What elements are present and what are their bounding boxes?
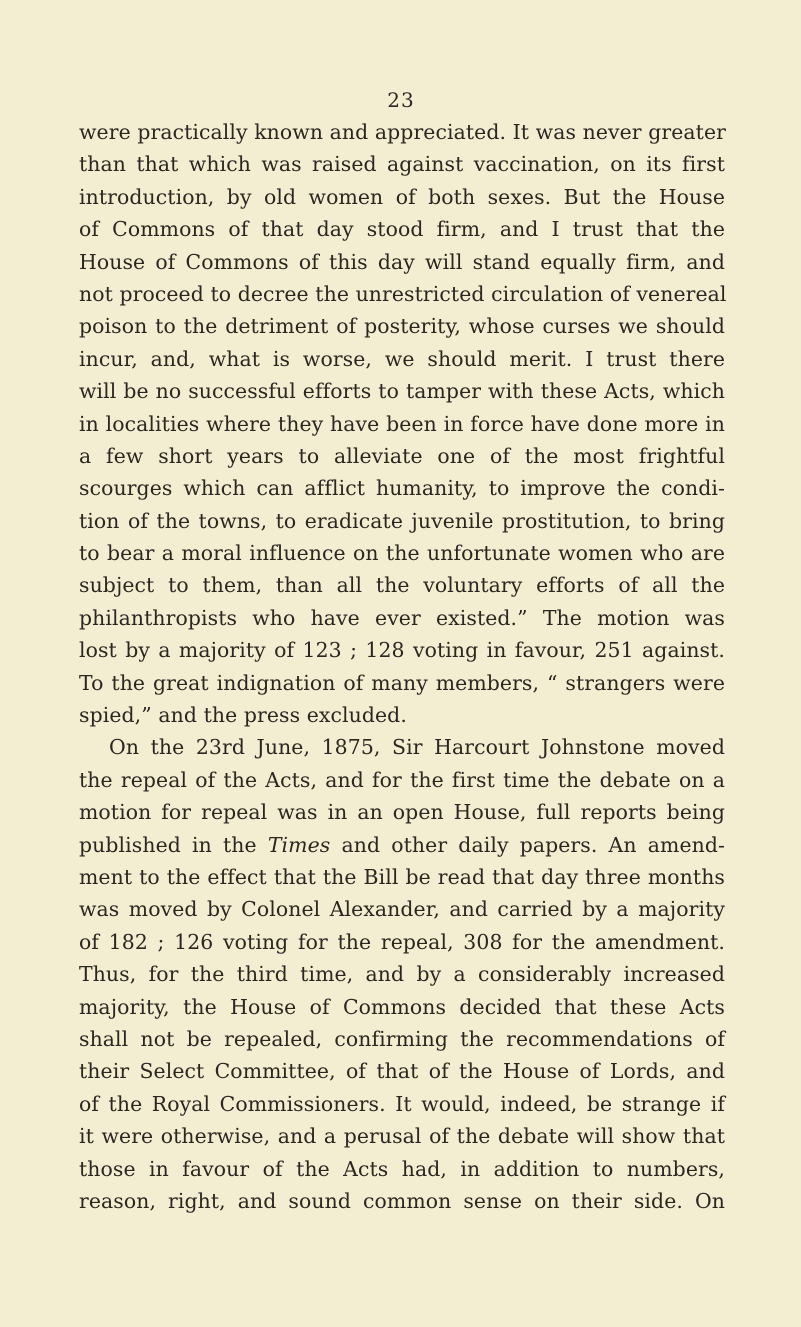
text-line: of the Royal Commissioners. It would, indeed, be strange if [79,1091,725,1116]
page-number: 23 [387,88,415,112]
text-line: the repeal of the Acts, and for the first time the debate on a [79,767,725,792]
text-line: motion for repeal was in an open House, full reports being [79,800,725,825]
text-line: to bear a moral influence on the unfortunate women who are [79,541,725,566]
text-line: in localities where they have been in force have done more in [79,411,725,436]
text-line: their Select Committee, of that of the House of Lords, and [79,1059,725,1084]
newspaper-title: Times [267,832,331,857]
text-line: of 182 ; 126 voting for the repeal, 308 for the amendment. [79,929,725,954]
text-line: was moved by Colonel Alexander, and carried by a majority [79,897,725,922]
text-line: majority, the House of Commons decided that these Acts [79,994,725,1019]
text-line: it were otherwise, and a perusal of the debate will show that [79,1124,725,1149]
text-line: shall not be repealed, confirming the recommendations of [79,1026,725,1051]
text-line: were practically known and appreciated. It was never greater [79,120,726,144]
text-line: introduction, by old women of both sexes. But the House [79,184,725,209]
text-line: House of Commons of this day will stand equally firm, and [79,249,725,274]
text-line: To the great indignation of many members, “ strangers were [79,670,725,695]
text-line: not proceed to decree the unrestricted circulation of venereal [79,281,727,306]
text-line: than that which was raised against vaccination, on its first [79,152,725,177]
text-line-mixed [79,829,725,861]
text-line: ment to the effect that the Bill be read that day three months [79,864,725,889]
text-line: those in favour of the Acts had, in addition to numbers, [79,1156,725,1181]
text-line: philanthropists who have ever existed.” The motion was [79,605,725,630]
text-line: On the 23rd June, 1875, Sir Harcourt Johnstone moved [109,735,725,760]
text-line: reason, right, and sound common sense on their side. On [79,1188,725,1213]
text-segment: and other daily papers. An amend- [330,832,725,857]
text-line: a few short years to alleviate one of the most frightful [79,443,725,468]
text-line: subject to them, than all the voluntary efforts of all the [79,573,725,598]
body-text [79,116,725,1217]
text-line: spied,” and the press excluded. [79,703,407,728]
text-line: scourges which can afflict humanity, to improve the condi- [79,476,725,501]
text-line: of Commons of that day stood firm, and I trust that the [79,217,725,242]
text-line: tion of the towns, to eradicate juvenile prostitution, to bring [79,508,725,533]
text-line: Thus, for the third time, and by a considerably increased [79,962,725,987]
text-line: will be no successful efforts to tamper with these Acts, which [79,379,725,404]
text-line: lost by a majority of 123 ; 128 voting in favour, 251 against. [79,638,725,663]
text-line: poison to the detriment of posterity, whose curses we should [79,314,725,339]
text-segment: published in the [79,832,268,857]
text-line: incur, and, what is worse, we should merit. I trust there [79,346,725,371]
